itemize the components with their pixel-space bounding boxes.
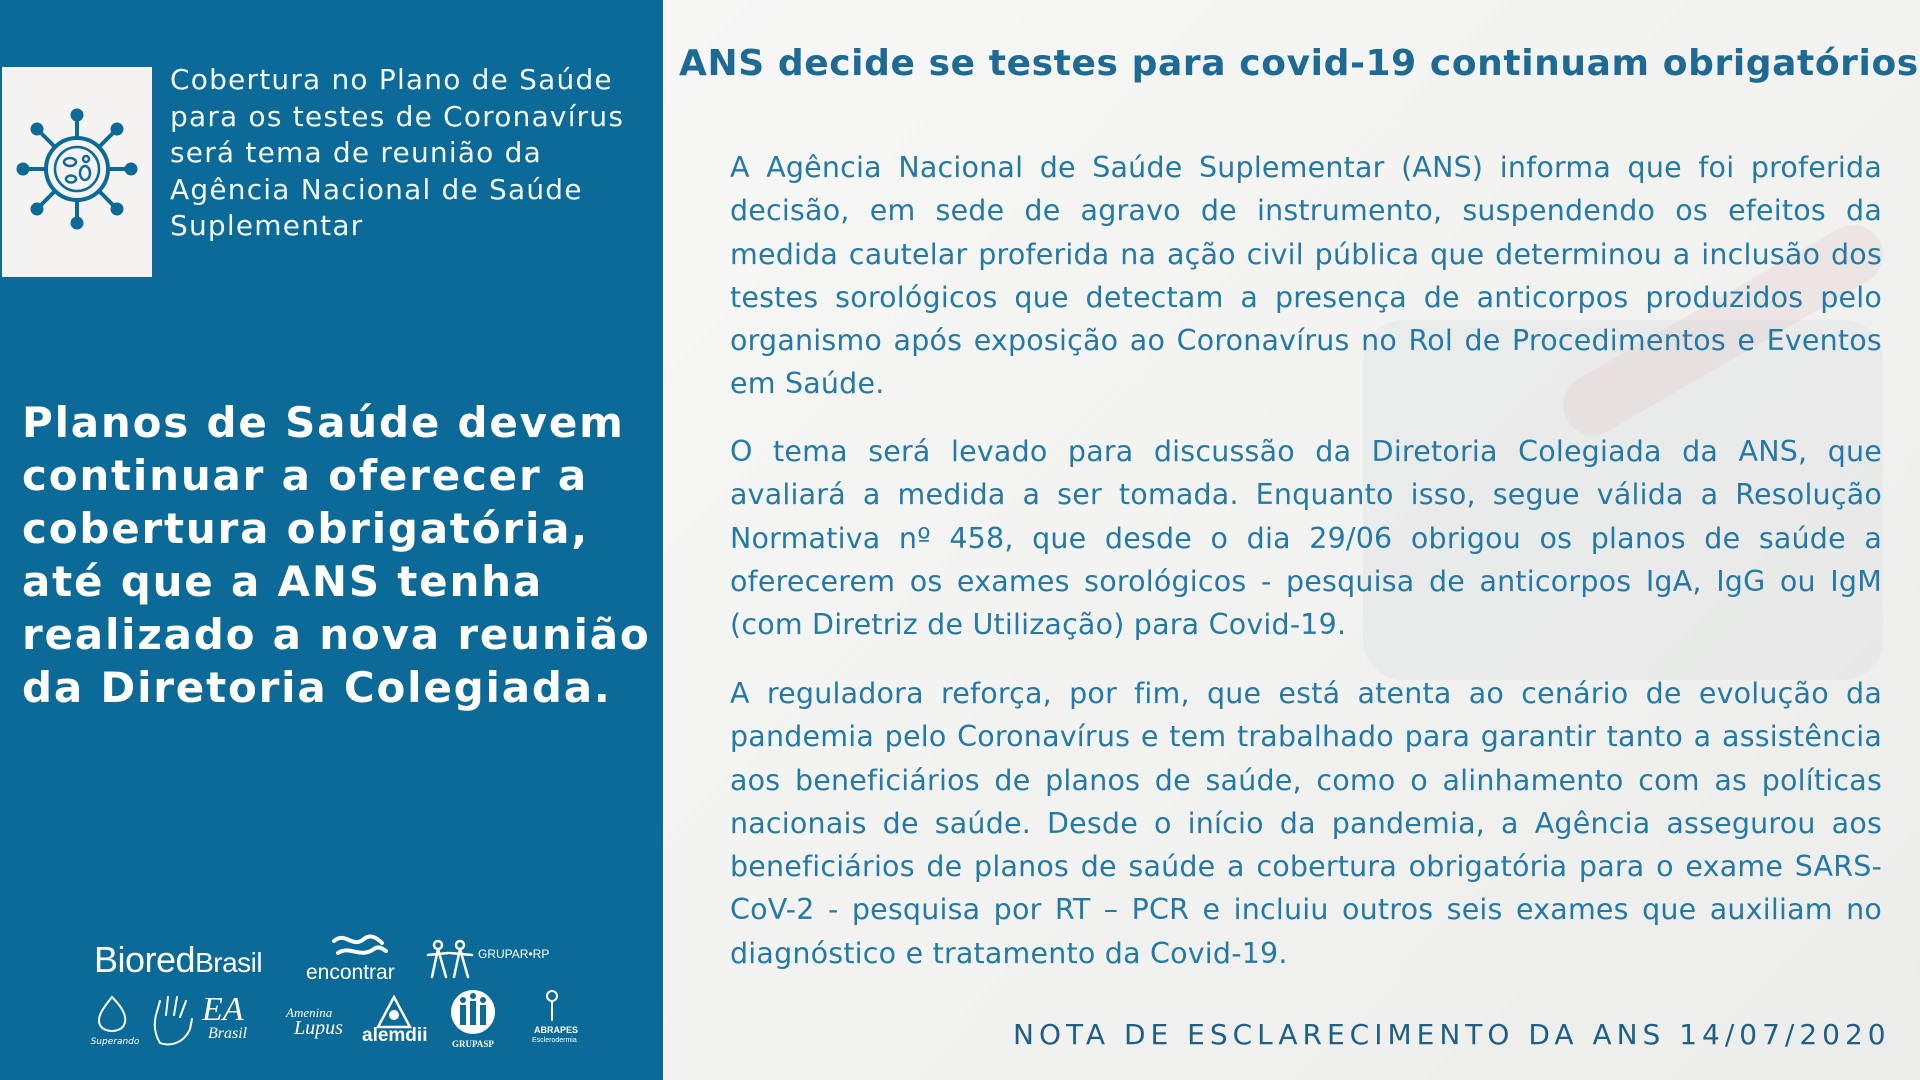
- grupar-figures-icon: [426, 939, 476, 979]
- partner-logos: [80, 925, 600, 1055]
- abrapes-figure-icon: [542, 989, 562, 1023]
- footer-note: NOTA DE ESCLARECIMENTO DA ANS 14/07/2020: [1013, 1018, 1891, 1051]
- left-panel: [0, 0, 663, 1080]
- right-panel: [663, 0, 1920, 1080]
- hand-icon: [150, 993, 196, 1047]
- encontrar-logo: encontrar: [306, 961, 395, 984]
- ea-brasil-logo: EA: [202, 991, 244, 1028]
- abrapes-logo: ABRAPES: [534, 1025, 579, 1035]
- biored-brasil-logo: BioredBrasil: [94, 939, 263, 980]
- alemdi-logo: alemdii: [362, 1025, 428, 1046]
- article-paragraph-3: A reguladora reforça, por fim, que está atenta ao cenário de evolução da pandemia pelo Coronavírus e tem trabalhado para garantir tanto a assistência aos beneficiários de planos de saúde, como o alinhamento com as políticas nacionais de saúde. Desde o início da pandemia, a Agência assegurou aos beneficiários de planos de saúde a cobertura obrigatória para o exame SARS-CoV-2 - pesquisa por RT – PCR e incluiu outros seis exames que auxiliam no diagnóstico e tratamento da Covid-19.: [730, 677, 1882, 970]
- article-paragraph-1: A Agência Nacional de Saúde Suplementar (ANS) informa que foi proferida decisão, em sede de agravo de instrumento, suspendendo os efeitos da medida cautelar proferida na ação civil pública que determinou a inclusão dos testes sorológicos que detectam a presença de anticorpos produzidos pelo organismo após exposição ao Coronavírus no Rol de Procedimentos e Eventos em Saúde.: [730, 151, 1882, 401]
- grupasp-circle-icon: [448, 987, 498, 1037]
- article-title: ANS decide se testes para covid-19 continuam obrigatórios: [679, 43, 1919, 84]
- esclerodermia-label: Esclerodermia: [532, 1037, 577, 1044]
- encontrar-wave-icon: [330, 931, 390, 961]
- superando-logo: Superando: [90, 1037, 140, 1047]
- virus-icon: [15, 107, 139, 231]
- amenina-logo: Amenina: [286, 1005, 333, 1020]
- superando-drop-icon: [92, 995, 132, 1035]
- left-subtitle: Cobertura no Plano de Saúde para os testes de Coronavírus será tema de reunião da Agência Nacional de Saúde Suplementar: [170, 63, 625, 242]
- grupar-logo: GRUPAR•RP: [478, 947, 550, 961]
- lupus-logo: Lupus: [294, 1017, 343, 1039]
- left-headline: Planos de Saúde devem continuar a oferecer a cobertura obrigatória, até que a ANS tenha realizado a nova reunião da Diretoria Colegiada.: [22, 398, 651, 712]
- ea-brasil-sub: Brasil: [208, 1025, 248, 1042]
- virus-icon-box: [2, 67, 152, 277]
- grupasp-logo: GRUPASP: [452, 1039, 494, 1049]
- article-paragraph-2: O tema será levado para discussão da Diretoria Colegiada da ANS, que avaliará a medida a ser tomada. Enquanto isso, segue válida a Resolução Normativa nº 458, que desde o dia 29/06 obrigou os planos de saúde a oferecerem os exames sorológicos - pesquisa de anticorpos IgA, IgG ou IgM (com Diretriz de Utilização) para Covid-19.: [730, 435, 1882, 642]
